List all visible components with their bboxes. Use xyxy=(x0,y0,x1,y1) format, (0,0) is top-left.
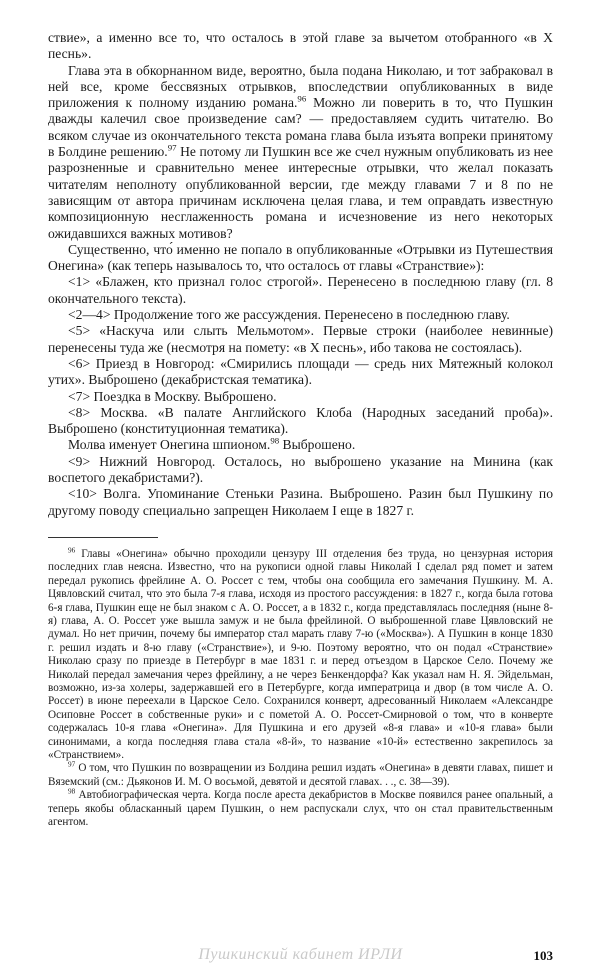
footnote-divider xyxy=(48,537,158,538)
list-item-8: <8> Москва. «В палате Английского Клоба (Народных заседаний проба)». Выброшено (конституционная тематика). xyxy=(48,404,553,437)
list-item-6: <6> Приезд в Новгород: «Смирились площади — средь них Мятежный колокол утих». Выброшено (декабристская тематика). xyxy=(48,355,553,388)
footnote-96 xyxy=(48,548,553,763)
footnote-98 xyxy=(48,789,553,829)
page-footer xyxy=(48,946,553,966)
footnote-number: 97 xyxy=(68,760,76,769)
watermark: Пушкинский кабинет ИРЛИ xyxy=(198,946,403,963)
list-item-10: <10> Волга. Упоминание Стеньки Разина. Выброшено. Разин был Пушкину по другому поводу специально запрещен Николаем I еще в 1827 г. xyxy=(48,486,553,518)
footnote-number: 96 xyxy=(68,546,76,555)
list-item-2-4: <2—4> Продолжение того же рассуждения. Перенесено в последнюю главу. xyxy=(68,307,510,323)
paragraph-3: Существенно, что́ именно не попало в опубликованные «Отрывки из Путешествия Онегина» (как теперь называлось то, что осталось от главы «Странствие»): xyxy=(48,241,553,274)
list-item-7: <7> Поездка в Москву. Выброшено. xyxy=(68,388,277,404)
footnote-text: О том, что Пушкин по возвращении из Болдина решил издать «Онегина» в девяти главах, пишет и Вяземский (см.: Дьяконов И. М. О восьмой, девятой и десятой главах. . ., с. 38—39). xyxy=(48,762,553,788)
footnote-ref-98[interactable]: 98 xyxy=(270,435,280,446)
footnote-text: Главы «Онегина» обычно проходили цензуру III отделения без труда, но цензурная история последних глав неясна. Известно, что на рукописи одной главы Николай I сделал ряд помет и затем передал рукопись фрейлине А. О. Россет с тем, чтобы она сообщила его замечания Пушкину. М. А. Цявловский считал, что это была 7-я глава, исходя из простого рассуждения: в 1827 г., когда была готова 6-я глава, Пушкин еще не был знаком с А. О. Россет, а в 1832 г., когда представлялась последняя (ныне 8-я) глава, А. О. Россет уже вышла замуж и не была фрейлиной. О выброшенной главе Цявловский не думал. Но нет причин, почему бы император стал марать главу 7-ю («Москва»). А Пушкин в конце 1830 г. решил издать и 8-ю главу («Странствие»), и 9-ю. Поэтому вероятно, что он подал «Странствие» Николаю сразу по приезде в Петербург в мае 1831 г. и перед отъездом в Царское Село. Почему же Николай передал замечания через фрейлину, а не через Бенкендорфа? Как указал нам Н. Я. Эйдельман, возможно, из-за холеры, задержавшей его в Петербурге, когда императрица и двор (в том числе А. О. Россет) в июне переехали в Царское Село. Сохранился конверт, адресованный Николаем «Александре Осиповне Россет в собственные руки» и с пометой А. О. Россет-Смирновой о том, что в конверте содержалась 10-я глава «Онегина». Для Пушкина и его друзей «8-я глава» и «10-я глава» были синонимами, а когда последняя глава стала «8-й», то название «10-й» естественно закрепилось за «Странствием». xyxy=(48,547,554,761)
paragraph-1: ствие», а именно все то, что осталось в этой главе за вычетом отобранного «в X песнь». xyxy=(48,30,553,62)
footnote-text: Автобиографическая черта. Когда после ареста декабристов в Москве появился ранее опальный, а теперь якобы обласканный царем Пушкин, о нем распускали слух, что он стал правительственным агентом. xyxy=(48,789,554,829)
footnote-ref-96[interactable]: 96 xyxy=(297,93,307,104)
list-item-5: <5> «Наскуча или слыть Мельмотом». Первые строки (наиболее невинные) перенесены туда же (несмотря на помету: «в X песнь», ибо такова не состоялась). xyxy=(48,323,553,355)
main-text xyxy=(48,30,553,519)
page-number: 103 xyxy=(533,948,553,963)
paragraph-2: Глава эта в обкорнанном виде, вероятно, была подана Николаю, и тот забраковал в ней все, кроме бессвязных отрывков, впоследствии опубликованных в виде приложения к полному изданию романа.$^{96}$ Можно ли поверить в то, что Пушкин дважды калечил свое произведение сам? — предоставляем судить читателю. Во всяком случае из окончательного текста романа глава была изъята вопреки принятому в Болдине решению.$^{97}$ Не потому ли Пушкин все же счел нужным опубликовать из нее разрозненные и сравнительно менее интересные отрывки, что желал показать читателям неполноту опубликованной версии, где между главами 7 и 8 по не зависящим от автора причинам исключена целая глава, и тем оправдать известную композиционную несглаженность романа и исчезновение из него некоторых ожидавшихся важных мотивов? xyxy=(48,62,554,241)
footnotes xyxy=(48,548,553,830)
footnote-ref-97[interactable]: 97 xyxy=(167,142,177,153)
list-item-9: <9> Нижний Новгород. Осталось, но выброшено указание на Минина (как воспетого декабристами?). xyxy=(48,453,553,486)
paragraph-spy: Молва именует Онегина шпионом.$^{98}$ Выброшено. xyxy=(68,435,356,453)
footnote-97 xyxy=(48,762,553,789)
list-item-1: <1> «Блажен, кто признал голос строгой». Перенесено в последнюю главу (гл. 8 окончательного текста). xyxy=(48,274,553,306)
page-body xyxy=(48,30,553,829)
footnote-number: 98 xyxy=(68,787,76,796)
